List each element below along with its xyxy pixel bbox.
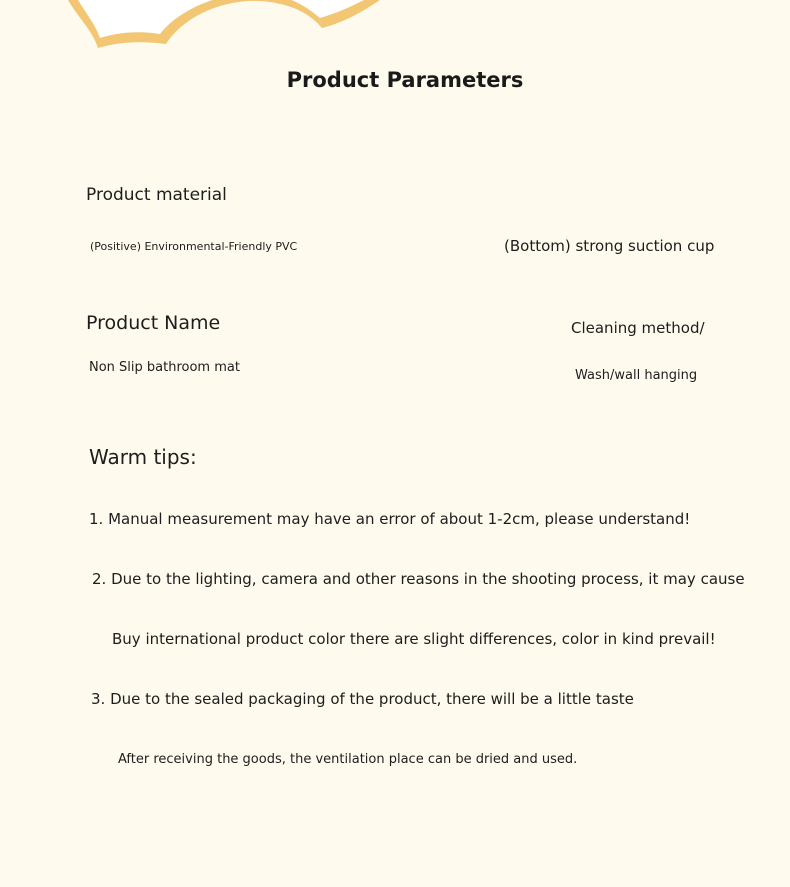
page-title: Product Parameters — [286, 68, 524, 92]
product-name-value: Non Slip bathroom mat — [89, 360, 240, 375]
tip-2-line-2: Buy international product color there are slight differences, color in kind prevail! — [112, 630, 716, 648]
product-material-label: Product material — [86, 185, 227, 205]
product-material-positive: (Positive) Environmental-Friendly PVC — [90, 240, 298, 253]
tip-3-line-1: 3. Due to the sealed packaging of the product, there will be a little taste — [91, 690, 634, 708]
tip-3-line-2: After receiving the goods, the ventilation place can be dried and used. — [118, 752, 578, 767]
product-material-bottom: (Bottom) strong suction cup — [504, 237, 715, 255]
cloud-decoration — [0, 0, 400, 60]
tip-1: 1. Manual measurement may have an error of about 1-2cm, please understand! — [89, 510, 691, 528]
warm-tips-title: Warm tips: — [89, 445, 197, 469]
product-name-label: Product Name — [86, 312, 221, 334]
cleaning-method-value: Wash/wall hanging — [575, 368, 698, 383]
cleaning-method-label: Cleaning method/ — [571, 319, 705, 337]
tip-2-line-1: 2. Due to the lighting, camera and other reasons in the shooting process, it may cause — [92, 570, 745, 588]
